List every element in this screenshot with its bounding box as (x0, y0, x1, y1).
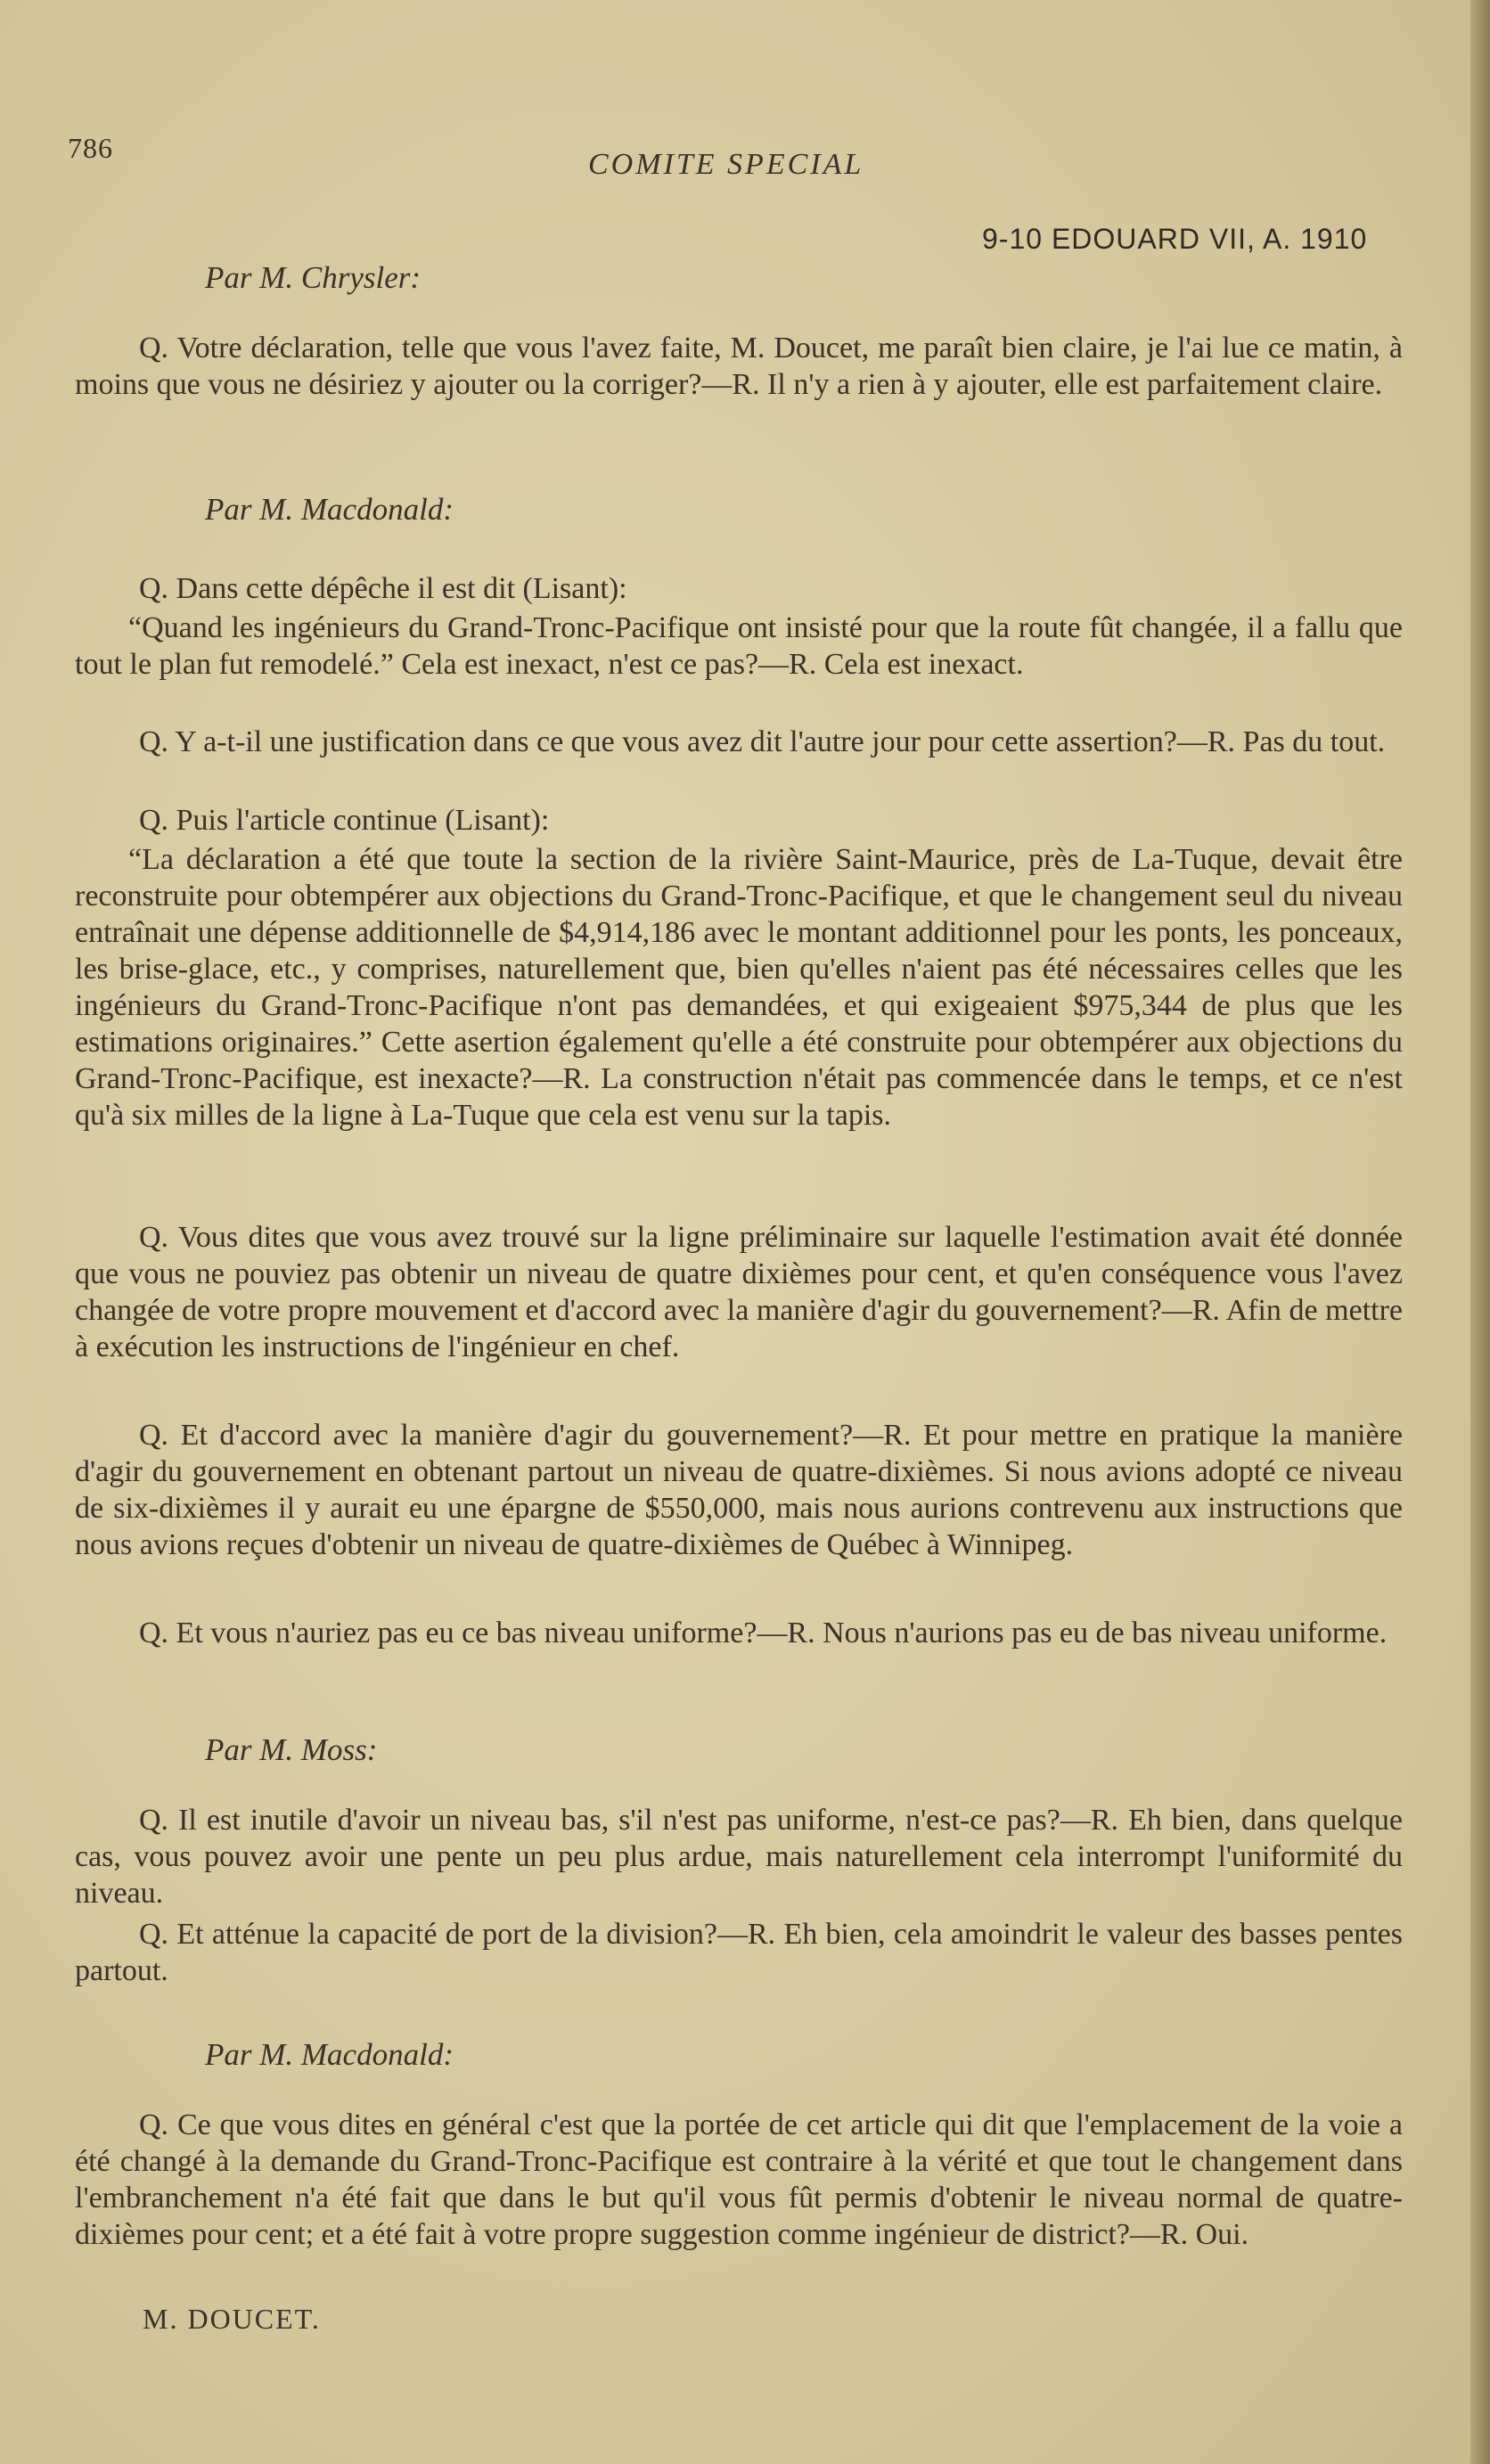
paragraph: Q. Y a-t-il une justification dans ce que vous avez dit l'autre jour pour cette assertion?—R. Pas du tout. (139, 725, 1386, 758)
edition-label: 9-10 EDOUARD VII, A. 1910 (982, 223, 1368, 255)
paragraph: Q. Il est inutile d'avoir un niveau bas, s'il n'est pas uniforme, n'est-ce pas?—R. Eh bien, dans quelque cas, vous pouvez avoir une pente un peu plus ardue, mais naturellement cela interrompt l'uniformité du niveau. (75, 1804, 1403, 1910)
page-edge-shadow (1470, 0, 1490, 2464)
paragraph: “Quand les ingénieurs du Grand-Tronc-Pacifique ont insisté pour que la route fût changée, il a fallu que tout le plan fut remodelé.” Cela est inexact, n'est ce pas?—R. Cela est inexact. (75, 611, 1403, 681)
paragraph: Q. Ce que vous dites en général c'est que la portée de cet article qui dit que l'emplacement de la voie a été changé à la demande du Grand-Tronc-Pacifique est contraire à la vérité et que tout le changement dans l'embranchement n'a été fait que dans le but qu'il vous fût permis d'obtenir le niveau normal de quatre-dixièmes pour cent; et a été fait à votre propre suggestion comme ingénieur de district?—R. Oui. (75, 2108, 1403, 2251)
speaker-heading: Par M. Macdonald: (205, 2037, 454, 2072)
speaker-heading: Par M. Chrysler: (205, 260, 422, 295)
paragraph: Q. Puis l'article continue (Lisant): (139, 804, 550, 837)
paragraph: Q. Dans cette dépêche il est dit (Lisant): (139, 572, 627, 605)
page-number: 786 (68, 132, 113, 164)
running-head: COMITE SPECIAL (588, 148, 864, 181)
speaker-heading: Par M. Macdonald: (205, 492, 454, 527)
paragraph: Q. Et d'accord avec la manière d'agir du gouvernement?—R. Et pour mettre en pratique la manière d'agir du gouvernement en obtenant partout un niveau de quatre-dixièmes. Si nous avions adopté ce niveau de six-dixièmes il y aurait eu une épargne de $550,000, mais nous aurions contrevenu aux instructions que nous avions reçues d'obtenir un niveau de quatre-dixièmes de Québec à Winnipeg. (75, 1419, 1403, 1561)
paragraph: Q. Votre déclaration, telle que vous l'avez faite, M. Doucet, me paraît bien claire, je l'ai lue ce matin, à moins que vous ne désiriez y ajouter ou la corriger?—R. Il n'y a rien à y ajouter, elle est parfaitement claire. (75, 332, 1403, 401)
paragraph: Q. Et vous n'auriez pas eu ce bas niveau uniforme?—R. Nous n'aurions pas eu de bas niveau uniforme. (139, 1617, 1388, 1649)
paragraph: Q. Et atténue la capacité de port de la division?—R. Eh bien, cela amoindrit le valeur des basses pentes partout. (75, 1918, 1403, 1987)
signature: M. DOUCET. (143, 2303, 321, 2335)
paragraph: Q. Vous dites que vous avez trouvé sur la ligne préliminaire sur laquelle l'estimation avait été donnée que vous ne pouviez pas obtenir un niveau de quatre dixièmes pour cent, et qu'en conséquence vous l'avez changée de votre propre mouvement et d'accord avec la manière d'agir du gouvernement?—R. Afin de mettre à exécution les instructions de l'ingénieur en chef. (75, 1221, 1403, 1363)
paragraph: “La déclaration a été que toute la section de la rivière Saint-Maurice, près de La-Tuque, devait être reconstruite pour obtempérer aux objections du Grand-Tronc-Pacifique, et que le changement seul du niveau entraînait une dépense additionnelle de $4,914,186 avec le montant additionnel pour les ponts, les ponceaux, les brise-glace, etc., y comprises, naturellement que, bien qu'elles n'aient pas été nécessaires celles que les ingénieurs du Grand-Tronc-Pacifique n'ont pas demandées, et qui exigeaient $975,344 de plus que les estimations originaires.” Cette asertion également qu'elle a été construite pour obtempérer aux objections du Grand-Tronc-Pacifique, est inexacte?—R. La construction n'était pas commencée dans le temps, et ce n'est qu'à six milles de la ligne à La-Tuque que cela est venu sur la tapis. (75, 843, 1403, 1132)
speaker-heading: Par M. Moss: (205, 1732, 378, 1767)
